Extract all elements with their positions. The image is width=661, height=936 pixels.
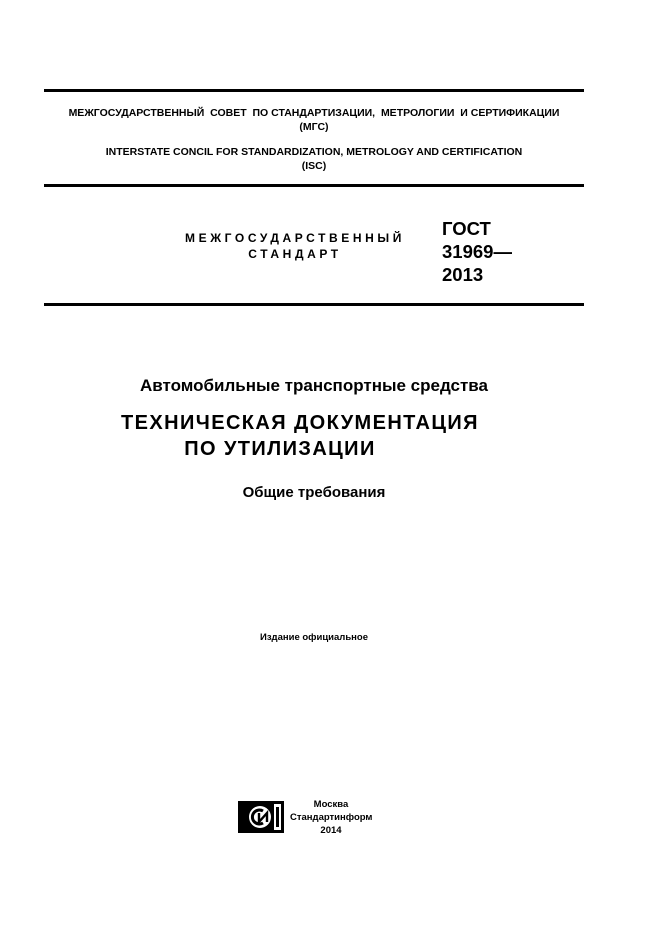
council-name-ru-line1: МЕЖГОСУДАРСТВЕННЫЙ СОВЕТ ПО СТАНДАРТИЗАЦИИ, МЕТРОЛОГИИ И СЕРТИФИКАЦИИ xyxy=(68,107,560,119)
document-title xyxy=(30,410,570,462)
council-name-ru xyxy=(44,106,584,134)
council-abbr-en: (ISC) xyxy=(301,160,327,172)
council-name-en xyxy=(44,145,584,173)
document-subject: Автомобильные транспортные средства xyxy=(140,376,488,395)
standartinform-logo-icon xyxy=(238,801,284,833)
publication-year: 2014 xyxy=(320,825,342,836)
document-title-line2: ПО УТИЛИЗАЦИИ xyxy=(184,438,376,460)
council-name-en-line1: INTERSTATE CONCIL FOR STANDARDIZATION, METROLOGY AND CERTIFICATION xyxy=(105,146,523,158)
gost-year: 2013 xyxy=(442,264,484,285)
publisher-city: Москва xyxy=(313,799,349,810)
council-abbr-ru: (МГС) xyxy=(299,121,329,133)
document-title-line1: ТЕХНИЧЕСКАЯ ДОКУМЕНТАЦИЯ xyxy=(121,412,479,434)
gost-designation xyxy=(442,217,512,286)
gost-number: 31969— xyxy=(442,241,512,262)
interstate-standard-label xyxy=(150,230,440,262)
document-subtitle: Общие требования xyxy=(242,484,386,501)
gost-line1: ГОСТ xyxy=(442,218,491,239)
official-edition-note: Издание официальное xyxy=(260,632,368,643)
bottom-rule xyxy=(44,303,584,306)
standard-label-line1: МЕЖГОСУДАРСТВЕННЫЙ xyxy=(185,231,405,245)
publisher-name: Стандартинформ xyxy=(290,812,373,823)
middle-rule xyxy=(44,184,584,187)
standard-label-line2: СТАНДАРТ xyxy=(248,247,342,261)
top-rule xyxy=(44,89,584,92)
publisher-block xyxy=(290,798,372,837)
